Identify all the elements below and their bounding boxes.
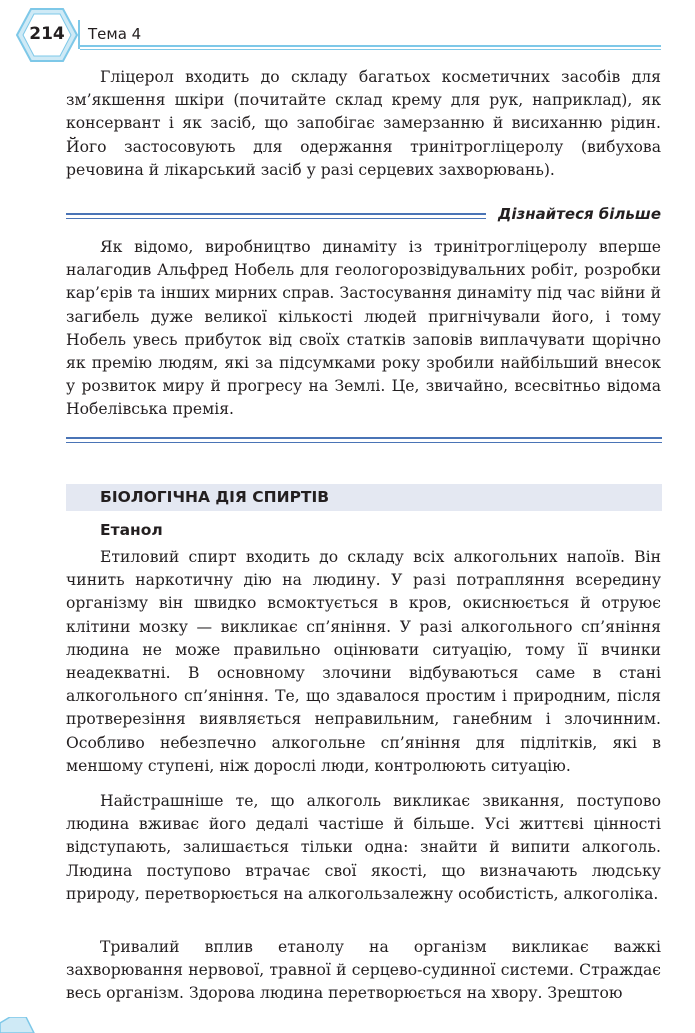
page-number: 214 <box>29 24 65 44</box>
page-header <box>0 0 695 62</box>
section-title: БІОЛОГІЧНА ДІЯ СПИРТІВ <box>100 488 330 506</box>
paragraph-ethanol-3: Тривалий вплив етанолу на організм викликає важкі захворювання нервової, травної й серцево-судинної системи. Страждає весь організм. Здорова людина перетворюється на хвору. Зрештою <box>66 938 661 1003</box>
header-rule <box>80 45 661 47</box>
page-corner-decoration <box>0 1017 40 1033</box>
learn-more-text: Як відомо, виробництво динаміту із тринітрогліцеролу вперше налагодив Альфред Нобель для геологорозвідувальних робіт, розробки кар’єрів та інших мирних справ. Застосування динаміту під час війни й загибель дуже великої кількості людей пригнічували його, і тому Нобель увесь прибуток від своїх статків заповів виплачувати щорічно як премію людям, які за підсумками року зробили найбільший внесок у розвиток миру й прогресу на Землі. Це, звичайно, всесвітньо відома Нобелівська премія. <box>66 238 661 419</box>
header-rule-thin <box>80 49 661 50</box>
paragraph-ethanol-1: Етиловий спирт входить до складу всіх алкогольних напоїв. Він чинить наркотичну дію на людину. У разі потрапляння всередину організму він швидко всмоктується в кров, окиснюється й отруює клітини мозку — викликає сп’яніння. У разі алкогольного сп’яніння людина не може правильно оцінювати ситуацію, тому її вчинки неадекватні. В основному злочини відбуваються саме в стані алкогольного сп’яніння. Те, що здавалося простим і природним, після протверезіння виявляється неправильним, ганебним і злочинним. Особливо небезпечно алкогольне сп’яніння для підлітків, які в меншому ступені, ніж дорослі люди, контролюють ситуацію. <box>66 548 661 775</box>
section-header-bar <box>66 484 662 511</box>
paragraph-glycerol: Гліцерол входить до складу багатьох косметичних засобів для зм’якшення шкіри (почитайте склад крему для рук, наприклад), як консервант і як засіб, що запобігає замерзанню й висиханню рідин. Його застосовують для одержання тринітрогліцеролу (вибухова речовина й лікарський засіб у разі серцевих захворювань). <box>66 68 661 179</box>
learn-more-rule-bottom-thin <box>66 442 662 443</box>
paragraph-ethanol-2: Найстрашніше те, що алкоголь викликає звикання, поступово людина вживає його дедалі частіше й більше. Усі життєві цінності відступають, залишається тільки одна: знайти й випити алкоголь. Людина поступово втрачає свої якості, що визначають людську природу, перетворюється на алкогользалежну особистість, алкоголіка. <box>66 792 661 903</box>
subsection-title: Етанол <box>100 521 163 539</box>
learn-more-rule-top-thin <box>66 218 486 219</box>
learn-more-rule-bottom <box>66 437 662 439</box>
learn-more-rule-top <box>66 213 486 215</box>
topic-label: Тема 4 <box>88 25 142 43</box>
learn-more-title: Дізнайтеся більше <box>497 205 661 223</box>
